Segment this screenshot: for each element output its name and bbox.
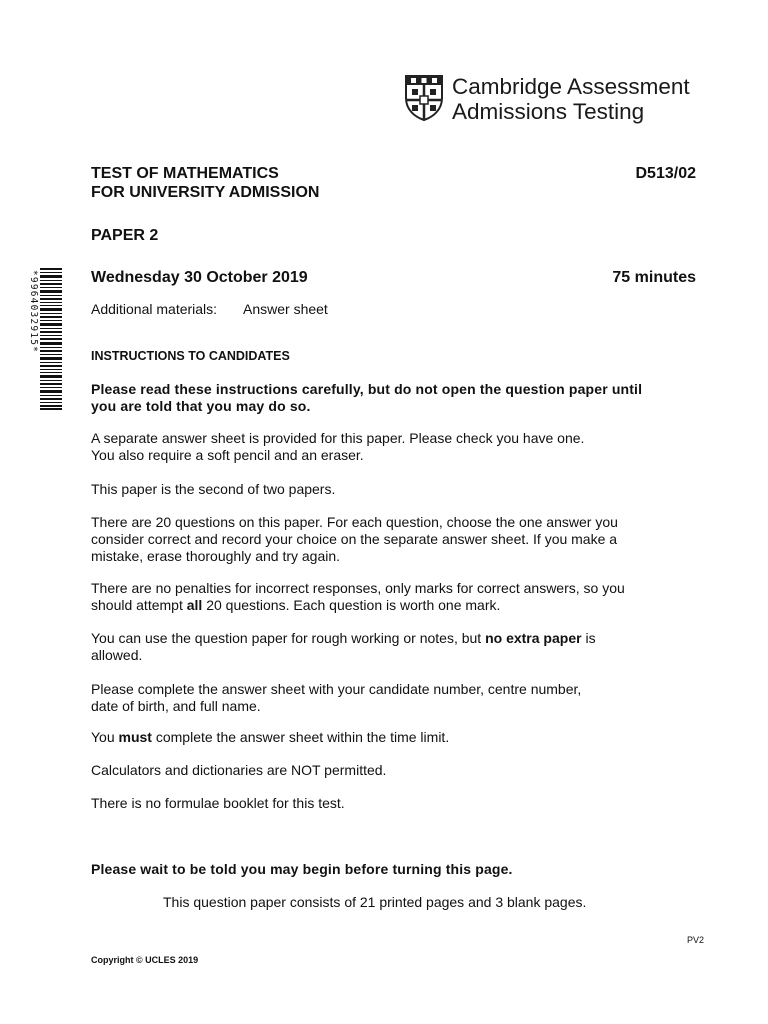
materials-label: Additional materials: xyxy=(91,301,218,317)
test-title-line2: FOR UNIVERSITY ADMISSION xyxy=(91,184,320,201)
wait-notice: Please wait to be told you may begin before turning this page. xyxy=(91,861,513,877)
university-shield-icon xyxy=(404,74,444,122)
rough-work-text-bold: no extra paper xyxy=(485,630,582,646)
copyright-notice: Copyright © UCLES 2019 xyxy=(91,955,199,965)
time-limit-text-bold: must xyxy=(118,729,152,745)
logo-line1: Cambridge Assessment xyxy=(452,74,690,99)
paper-number: PAPER 2 xyxy=(91,227,159,244)
materials-value: Answer sheet xyxy=(243,301,328,317)
page-count-notice: This question paper consists of 21 printed pages and 3 blank pages. xyxy=(163,894,587,910)
paragraph-complete-sheet-line2: date of birth, and full name. xyxy=(91,698,261,714)
time-limit-text-pre: You xyxy=(91,729,119,745)
exam-duration: 75 minutes xyxy=(612,269,696,286)
paragraph-questions-line3: mistake, erase thoroughly and try again. xyxy=(91,548,341,564)
time-limit-text-post: complete the answer sheet within the time limit. xyxy=(151,729,450,745)
pv-code: PV2 xyxy=(686,935,704,945)
instructions-intro-line2: you are told that you may do so. xyxy=(91,398,311,414)
test-title-line1: TEST OF MATHEMATICS xyxy=(91,165,279,182)
paragraph-time-limit xyxy=(91,729,449,746)
paragraph-penalties-line1: There are no penalties for incorrect responses, only marks for correct answers, so you xyxy=(91,580,625,596)
paragraph-second-paper: This paper is the second of two papers. xyxy=(91,481,336,497)
paragraph-rough-work-line1 xyxy=(91,630,596,647)
paper-code: D513/02 xyxy=(635,165,696,182)
penalties-text-post: 20 questions. Each question is worth one mark. xyxy=(202,597,501,613)
instructions-intro-line1: Please read these instructions carefully, but do not open the question paper until xyxy=(91,381,643,397)
rough-work-text-post: is xyxy=(581,630,596,646)
cambridge-logo xyxy=(404,74,704,126)
paragraph-rough-work-line2: allowed. xyxy=(91,647,143,663)
paragraph-answer-sheet-line1: A separate answer sheet is provided for this paper. Please check you have one. xyxy=(91,430,585,446)
penalties-text-pre: should attempt xyxy=(91,597,187,613)
paragraph-answer-sheet-line2: You also require a soft pencil and an eraser. xyxy=(91,447,364,463)
barcode-bars xyxy=(40,268,62,410)
paragraph-questions-line1: There are 20 questions on this paper. For each question, choose the one answer you xyxy=(91,514,618,530)
paragraph-calculators: Calculators and dictionaries are NOT permitted. xyxy=(91,762,387,778)
paragraph-questions-line2: consider correct and record your choice on the separate answer sheet. If you make a xyxy=(91,531,618,547)
exam-date: Wednesday 30 October 2019 xyxy=(91,269,308,286)
penalties-text-bold: all xyxy=(186,597,203,613)
instructions-heading: INSTRUCTIONS TO CANDIDATES xyxy=(91,349,290,363)
paragraph-complete-sheet-line1: Please complete the answer sheet with your candidate number, centre number, xyxy=(91,681,582,697)
paragraph-penalties-line2 xyxy=(91,597,500,614)
barcode xyxy=(26,268,62,410)
rough-work-text-pre: You can use the question paper for rough working or notes, but xyxy=(91,630,486,646)
logo-line2: Admissions Testing xyxy=(452,99,645,124)
barcode-text: *9964032915* xyxy=(28,270,39,354)
paragraph-formulae: There is no formulae booklet for this test. xyxy=(91,795,345,811)
